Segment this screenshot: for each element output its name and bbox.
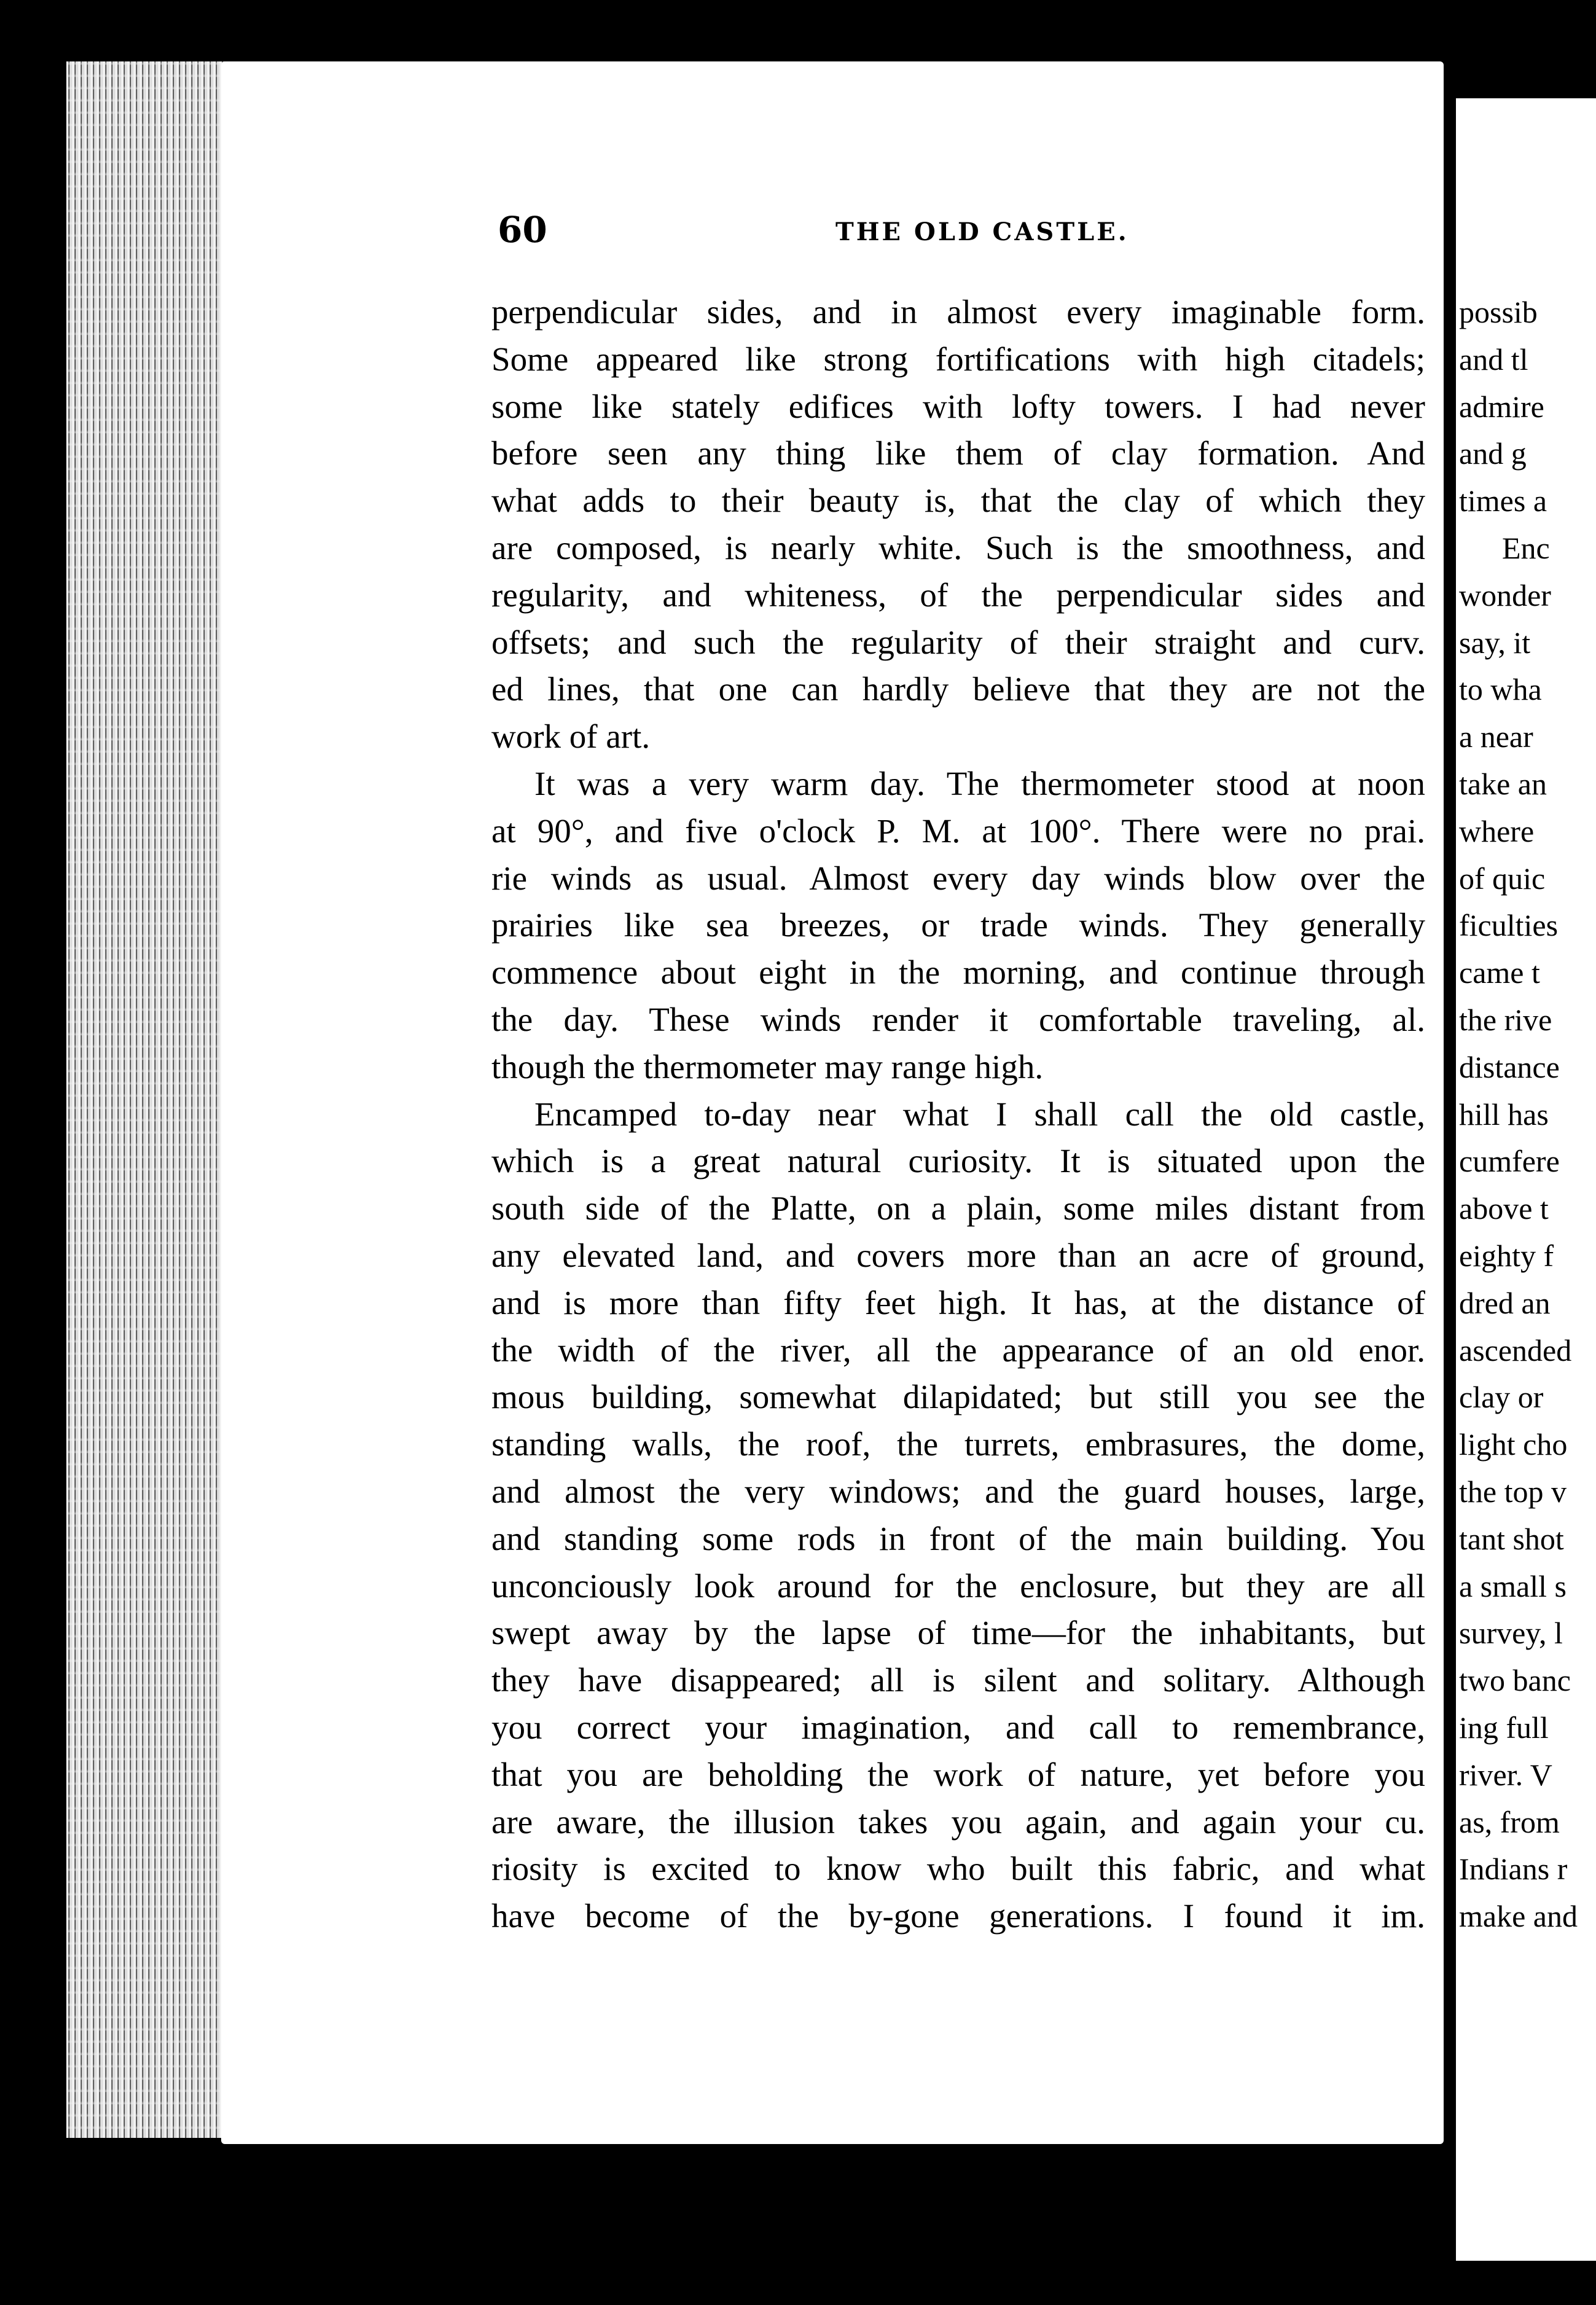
- facing-page-line: possib: [1459, 295, 1538, 329]
- facing-page-line: distance: [1459, 1049, 1560, 1084]
- facing-page-line: Indians r: [1459, 1852, 1568, 1887]
- facing-page-line: river. V: [1459, 1757, 1552, 1792]
- facing-page-line: and tl: [1459, 342, 1528, 377]
- text-line: the width of the river, all the appearance of an old enor.: [491, 1331, 1425, 1369]
- facing-page-text: [1459, 289, 1596, 1940]
- text-line: and is more than fifty feet high. It has, at the distance of: [491, 1283, 1425, 1321]
- text-line: and standing some rods in front of the main building. You: [491, 1519, 1425, 1557]
- text-line: you correct your imagination, and call to remembrance,: [491, 1708, 1425, 1746]
- text-line: are aware, the illusion takes you again, and again your cu.: [491, 1802, 1425, 1841]
- body-text: [491, 289, 1425, 1940]
- facing-page-line: a near: [1459, 719, 1533, 754]
- facing-page-line: Enc: [1502, 530, 1550, 565]
- text-line: any elevated land, and covers more than an acre of ground,: [491, 1236, 1425, 1274]
- facing-page-line: a small s: [1459, 1568, 1567, 1603]
- facing-page-line: of quic: [1459, 861, 1546, 896]
- facing-page-line: and g: [1459, 436, 1527, 471]
- facing-page-line: the rive: [1459, 1002, 1552, 1037]
- page-number: 60: [498, 209, 547, 251]
- facing-page-line: cumfere: [1459, 1144, 1560, 1179]
- facing-page-line: came t: [1459, 955, 1540, 990]
- facing-page-line: ascended: [1459, 1333, 1572, 1368]
- text-line: though the thermometer may range high.: [491, 1047, 1044, 1086]
- text-line: unconciously look around for the enclosure, but they are all: [491, 1567, 1425, 1605]
- text-line: work of art.: [491, 718, 651, 756]
- text-line: standing walls, the roof, the turrets, embrasures, the dome,: [491, 1425, 1425, 1463]
- facing-page-line: tant shot: [1459, 1521, 1564, 1556]
- facing-page-line: make and: [1459, 1899, 1578, 1934]
- facing-page-line: wonder: [1459, 577, 1551, 612]
- facing-page-line: ing full: [1459, 1710, 1549, 1745]
- text-line: that you are beholding the work of nature, yet before you: [491, 1755, 1425, 1793]
- page-header: [498, 209, 1419, 258]
- facing-page-line: survey, l: [1459, 1616, 1563, 1651]
- facing-page-line: take an: [1459, 766, 1547, 801]
- facing-page-line: to wha: [1459, 672, 1542, 707]
- facing-page-line: hill has: [1459, 1097, 1549, 1132]
- text-line: have become of the by-gone generations. I found it im.: [491, 1897, 1425, 1935]
- text-line: the day. These winds render it comfortable traveling, al.: [491, 1000, 1425, 1038]
- text-line: which is a great natural curiosity. It is situated upon the: [491, 1142, 1425, 1180]
- text-line: commence about eight in the morning, and continue through: [491, 953, 1425, 992]
- text-line: are composed, is nearly white. Such is the smoothness, and: [491, 528, 1425, 566]
- text-line: before seen any thing like them of clay formation. And: [491, 434, 1425, 472]
- facing-page-line: clay or: [1459, 1380, 1544, 1415]
- text-line: regularity, and whiteness, of the perpendicular sides and: [491, 576, 1425, 614]
- facing-page-line: two banc: [1459, 1663, 1571, 1698]
- text-line: they have disappeared; all is silent and solitary. Although: [491, 1661, 1425, 1699]
- text-line: Encamped to-day near what I shall call the old castle,: [534, 1095, 1425, 1133]
- text-line: perpendicular sides, and in almost every imaginable form.: [491, 293, 1425, 331]
- facing-page-line: times a: [1459, 483, 1547, 519]
- facing-page-line: as, from: [1459, 1804, 1560, 1839]
- text-line: rie winds as usual. Almost every day winds blow over the: [491, 859, 1425, 897]
- facing-page-line: say, it: [1459, 625, 1531, 660]
- facing-page-line: ficulties: [1459, 908, 1559, 943]
- text-line: what adds to their beauty is, that the clay of which they: [491, 482, 1425, 520]
- facing-page-line: dred an: [1459, 1285, 1551, 1320]
- text-line: Some appeared like strong fortifications with high citadels;: [491, 340, 1425, 378]
- text-line: mous building, somewhat dilapidated; but still you see the: [491, 1378, 1425, 1416]
- facing-page-line: admire: [1459, 389, 1544, 424]
- facing-page-line: where: [1459, 813, 1535, 848]
- text-line: at 90°, and five o'clock P. M. at 100°. There were no prai.: [491, 812, 1425, 850]
- text-line: offsets; and such the regularity of their straight and curv.: [491, 623, 1425, 661]
- facing-page-line: the top v: [1459, 1474, 1567, 1509]
- text-line: some like stately edifices with lofty towers. I had never: [491, 387, 1425, 425]
- facing-page-line: eighty f: [1459, 1238, 1554, 1273]
- running-title: THE OLD CASTLE.: [835, 217, 1129, 246]
- text-line: prairies like sea breezes, or trade winds. They generally: [491, 906, 1425, 944]
- facing-page-line: light cho: [1459, 1427, 1568, 1462]
- text-line: riosity is excited to know who built this fabric, and what: [491, 1850, 1425, 1888]
- text-line: south side of the Platte, on a plain, some miles distant from: [491, 1189, 1425, 1227]
- text-line: swept away by the lapse of time—for the inhabitants, but: [491, 1614, 1425, 1652]
- text-line: and almost the very windows; and the guard houses, large,: [491, 1472, 1425, 1510]
- text-line: ed lines, that one can hardly believe that they are not the: [491, 670, 1425, 708]
- text-line: It was a very warm day. The thermometer stood at noon: [534, 764, 1425, 802]
- facing-page-line: above t: [1459, 1191, 1549, 1226]
